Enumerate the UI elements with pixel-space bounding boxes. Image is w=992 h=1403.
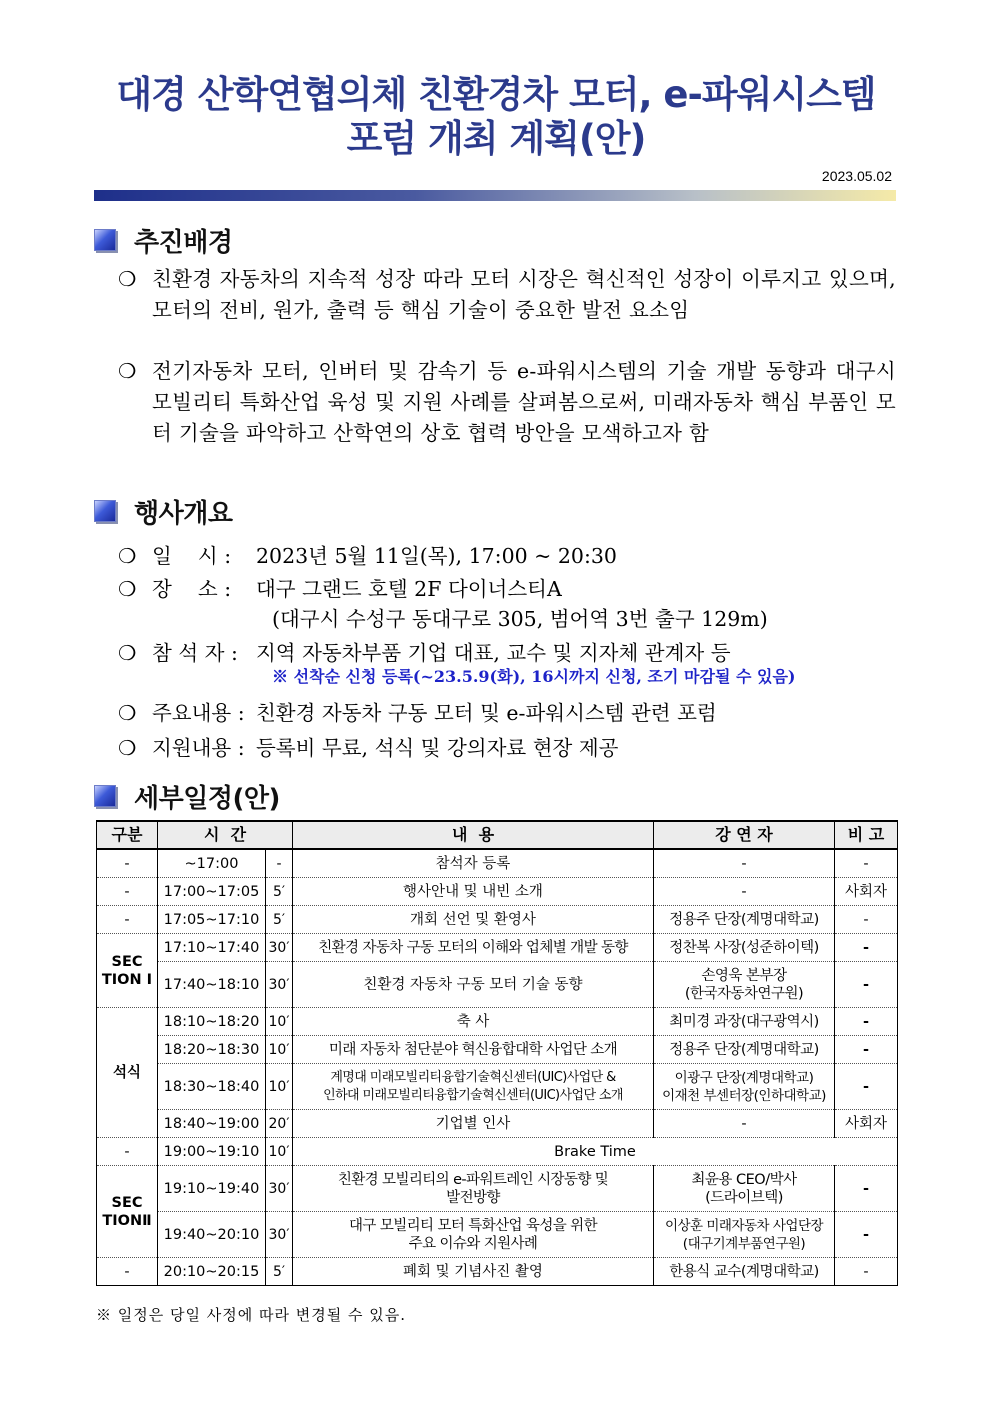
cell-division: - [97,1138,158,1166]
cell-note: - [835,1258,898,1286]
table-row [97,1258,898,1286]
cell-speaker: 이상훈 미래자동차 사업단장 (대구기계부품연구원) [654,1212,835,1258]
cell-division: 석식 [97,1008,158,1138]
overview-attendee-row [118,636,731,666]
cell-time: ~17:00 [158,849,266,878]
section-title: 행사개요 [134,498,233,529]
cell-content: 미래 자동차 첨단분야 혁신융합대학 사업단 소개 [293,1036,654,1064]
overview-value: 지역 자동차부품 기업 대표, 교수 및 지자체 관계자 등 [256,641,731,665]
schedule-table [96,820,898,1286]
schedule-footnote: ※ 일정은 당일 사정에 따라 변경될 수 있음. [96,1306,406,1324]
section-title: 추진배경 [134,227,233,258]
table-row [97,878,898,906]
circle-bullet-icon: ❍ [118,736,137,760]
document-title-line2: 포럼 개최 계획(안) [346,117,646,160]
cell-note: - [835,962,898,1008]
cell-division: - [97,878,158,906]
cell-speaker: - [654,878,835,906]
schedule-header-row [97,821,898,849]
cell-note: - [835,849,898,878]
cell-duration: 5′ [266,878,293,906]
cell-division: - [97,1258,158,1286]
circle-bullet-icon: ❍ [118,701,137,725]
overview-label: 일 시 : [152,544,232,568]
cell-speaker: 한용식 교수(계명대학교) [654,1258,835,1286]
cell-note: - [835,1212,898,1258]
section-heading-schedule [94,779,280,813]
cell-duration: 30′ [266,1166,293,1212]
cell-content: 개회 선언 및 환영사 [293,906,654,934]
cell-time: 18:30~18:40 [158,1064,266,1110]
overview-content-row [118,696,717,726]
document-date: 2023.05.02 [821,168,892,184]
cell-duration: 10′ [266,1138,293,1166]
cell-content: 친환경 자동차 구동 모터 기술 동향 [293,962,654,1008]
cell-content: 기업별 인사 [293,1110,654,1138]
header-note: 비 고 [835,821,898,849]
cell-note: 사회자 [835,1110,898,1138]
cell-duration: 10′ [266,1036,293,1064]
document-title-line1: 대경 산학연협의체 친환경차 모터, e-파워시스템 [116,73,876,116]
header-speaker: 강 연 자 [654,821,835,849]
cell-time: 20:10~20:15 [158,1258,266,1286]
cell-note: - [835,1008,898,1036]
background-item-text: 친환경 자동차의 지속적 성장 따라 모터 시장은 혁신적인 성장이 이루지고 있으며, 모터의 전비, 원가, 출력 등 핵심 기술이 중요한 발전 요소임 [152,267,896,322]
overview-label: 참 석 자 : [152,641,238,665]
cell-speaker: 이광구 단장(계명대학교) 이재천 부센터장(인하대학교) [654,1064,835,1110]
circle-bullet-icon: ❍ [118,577,137,601]
square-bullet-icon [94,785,116,807]
overview-label: 지원내용 : [152,736,245,760]
cell-speaker: 최미경 과장(대구광역시) [654,1008,835,1036]
cell-content: 대구 모빌리티 모터 특화산업 육성을 위한 주요 이슈와 지원사례 [293,1212,654,1258]
cell-speaker: 정용주 단장(계명대학교) [654,1036,835,1064]
cell-speaker: - [654,849,835,878]
cell-duration: 10′ [266,1064,293,1110]
square-bullet-icon [94,500,116,522]
cell-time: 19:10~19:40 [158,1166,266,1212]
overview-place-row [118,572,562,602]
overview-date-row [118,539,617,569]
overview-label: 주요내용 : [152,701,245,725]
table-row [97,1064,898,1110]
table-row [97,1036,898,1064]
cell-note: - [835,934,898,962]
circle-bullet-icon: ❍ [118,544,137,568]
cell-content: 폐회 및 기념사진 촬영 [293,1258,654,1286]
cell-note: 사회자 [835,878,898,906]
table-row [97,934,898,962]
cell-time: 18:40~19:00 [158,1110,266,1138]
cell-content: 친환경 자동차 구동 모터의 이해와 업체별 개발 동향 [293,934,654,962]
attendee-note: ※ 선착순 신청 등록(~23.5.9(화), 16시까지 신청, 조기 마감될 수 있음) [272,667,796,686]
cell-speaker: 최윤용 CEO/박사 (드라이브텍) [654,1166,835,1212]
cell-speaker: - [654,1110,835,1138]
cell-content: 친환경 모빌리티의 e-파워트레인 시장동향 및 발전방향 [293,1166,654,1212]
cell-note: - [835,1166,898,1212]
overview-support-row [118,731,618,761]
cell-content: 축 사 [293,1008,654,1036]
cell-note: - [835,1036,898,1064]
table-row [97,1212,898,1258]
table-row [97,849,898,878]
cell-time: 18:20~18:30 [158,1036,266,1064]
overview-value: 친환경 자동차 구동 모터 및 e-파워시스템 관련 포럼 [256,701,717,725]
overview-value: 2023년 5월 11일(목), 17:00 ~ 20:30 [256,544,617,568]
table-row [97,906,898,934]
background-item-text: 전기자동차 모터, 인버터 및 감속기 등 e-파워시스템의 기술 개발 동향과 대구시 모빌리티 특화산업 육성 및 지원 사례를 살펴봄으로써, 미래자동차 핵심 부품인 모터 기술을 파악하고 산학연의 상호 협력 방안을 모색하고자 함 [152,359,896,445]
title-divider-bar [94,190,896,201]
cell-speaker: 정찬복 사장(성준하이텍) [654,934,835,962]
cell-time: 19:00~19:10 [158,1138,266,1166]
background-item-2 [118,356,896,449]
cell-duration: 5′ [266,1258,293,1286]
cell-time: 17:40~18:10 [158,962,266,1008]
section-heading-overview [94,494,232,528]
cell-time: 17:00~17:05 [158,878,266,906]
cell-content: Brake Time [293,1138,898,1166]
cell-time: 19:40~20:10 [158,1212,266,1258]
overview-value: 대구 그랜드 호텔 2F 다이너스티A [256,577,562,601]
cell-duration: 10′ [266,1008,293,1036]
section-title: 세부일정(안) [134,783,280,814]
overview-label: 장 소 : [152,577,232,601]
cell-speaker: 손영욱 본부장 (한국자동차연구원) [654,962,835,1008]
table-row [97,1110,898,1138]
background-item-1 [118,264,896,326]
section-heading-background [94,223,232,257]
cell-division: - [97,849,158,878]
circle-bullet-icon: ❍ [118,267,137,291]
cell-duration: 30′ [266,1212,293,1258]
cell-time: 17:05~17:10 [158,906,266,934]
cell-content: 행사안내 및 내빈 소개 [293,878,654,906]
cell-duration: - [266,849,293,878]
header-time: 시 간 [158,821,293,849]
cell-note: - [835,906,898,934]
header-div: 구분 [97,821,158,849]
cell-time: 18:10~18:20 [158,1008,266,1036]
cell-content: 참석자 등록 [293,849,654,878]
cell-content: 계명대 미래모빌리티융합기술혁신센터(UIC)사업단 & 인하대 미래모빌리티융합기술혁신센터(UIC)사업단 소개 [293,1064,654,1110]
cell-division: SEC TIONⅡ [97,1166,158,1258]
cell-duration: 30′ [266,934,293,962]
cell-note: - [835,1064,898,1110]
square-bullet-icon [94,229,116,251]
table-row [97,962,898,1008]
overview-place-detail: (대구시 수성구 동대구로 305, 범어역 3번 출구 129m) [272,607,768,631]
circle-bullet-icon: ❍ [118,359,137,383]
cell-duration: 30′ [266,962,293,1008]
header-content: 내 용 [293,821,654,849]
cell-division: - [97,906,158,934]
cell-duration: 20′ [266,1110,293,1138]
cell-speaker: 정용주 단장(계명대학교) [654,906,835,934]
cell-time: 17:10~17:40 [158,934,266,962]
cell-division: SEC TION Ⅰ [97,934,158,1008]
table-row [97,1008,898,1036]
overview-value: 등록비 무료, 석식 및 강의자료 현장 제공 [256,736,619,760]
circle-bullet-icon: ❍ [118,641,137,665]
table-row [97,1138,898,1166]
table-row [97,1166,898,1212]
cell-duration: 5′ [266,906,293,934]
